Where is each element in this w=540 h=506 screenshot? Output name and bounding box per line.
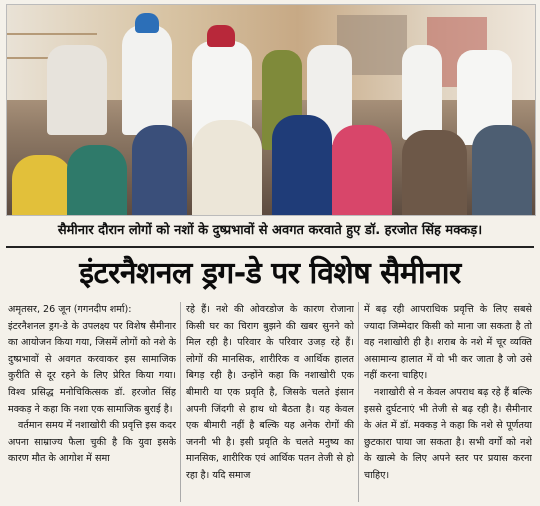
photo-audience-member bbox=[12, 155, 72, 215]
seminar-photo bbox=[6, 4, 536, 216]
photo-caption: सैमीनार दौरान लोगों को नशों के दुष्प्रभावों से अवगत करवाते हुए डॉ. हरजोत सिंह मक्कड़। bbox=[57, 223, 483, 238]
article-column-3 bbox=[364, 302, 532, 502]
divider bbox=[6, 246, 534, 248]
photo-audience-member bbox=[192, 120, 262, 215]
photo-turban bbox=[135, 13, 159, 33]
article-column-2 bbox=[186, 302, 354, 502]
photo-audience-member bbox=[472, 125, 532, 215]
column-divider bbox=[358, 302, 359, 502]
photo-audience-member bbox=[332, 125, 392, 215]
photo-audience-member bbox=[132, 125, 187, 215]
dateline: अमृतसर, 26 जून (गगनदीप शर्मा): bbox=[8, 304, 132, 315]
photo-shelf bbox=[7, 33, 97, 35]
photo-turban bbox=[207, 25, 235, 47]
article-paragraph: वर्तमान समय में नशाखोरी की प्रवृत्ति इस कदर अपना साम्राज्य फैला चुकी है कि युवा इसके कारण मौत के आगोश में समा bbox=[8, 420, 176, 465]
article-paragraph: नशाखोरी से न केवल अपराध बढ़ रहे हैं बल्कि इससे दुर्घटनाएं भी तेजी से बढ़ रही है। सैमीनार के अंत में डॉ. मक्कड़ ने कहा कि नशे से पूर्णतया छुटकारा पाया जा सकता है। सभी वर्गों को नशे के खात्मे के लिए अपने स्तर पर प्रयास करना चाहिए। bbox=[364, 386, 532, 481]
article-paragraph: में बढ़ रही आपराधिक प्रवृत्ति के लिए सबसे ज्यादा जिम्मेदार किसी को माना जा सकता है तो वह नशाखोरी ही है। शराब के नशे में चूर व्यक्ति असामान्य हालात में वो भी कर जाता है जो उसे नहीं करना चाहिए। bbox=[364, 304, 532, 382]
article-paragraph: रहे हैं। नशे की ओवरडोज के कारण रोजाना किसी घर का चिराग बुझने की खबर सुनने को मिल रही है। परिवार के परिवार उजड़ रहे हैं। लोगों की मानसिक, शारीरिक व आर्थिक हालत बिगड़ रही है। उन्होंने कहा कि नशाखोरी एक बीमारी या एक प्रवृति है, जिसके चलते इंसान अपनी जिंदगी से हाथ धो बैठता है। यह केवल एक बीमारी नहीं है बल्कि यह अनेक रोगों की जननी भी है। इसी प्रवृति के चलते मनुष्य का मानसिक, शारीरिक एवं आर्थिक पतन तेजी से हो रहा है। यदि समाज bbox=[186, 304, 354, 481]
photo-audience-member bbox=[67, 145, 127, 215]
photo-audience-member bbox=[402, 130, 467, 215]
photo-person-standing bbox=[122, 25, 172, 135]
article-paragraph: इंटरनैशनल ड्रग-डे के उपलक्ष्य पर विशेष सैमीनार का आयोजन किया गया, जिसमें लोगों को नशे के दुष्प्रभावों से अवगत करवाकर इस सामाजिक कुरीति से दूर रहने के लिए प्रेरित किया गया। विश्व प्रसिद्ध मनोचिकित्सक डॉ. हरजोत सिंह मक्कड़ ने कहा कि नशा एक सामाजिक बुराई है। bbox=[8, 320, 176, 415]
article-column-1 bbox=[8, 302, 176, 502]
photo-audience-member bbox=[272, 115, 332, 215]
photo-person-standing bbox=[402, 45, 442, 140]
headline: इंटरनैशनल ड्रग-डे पर विशेष सैमीनार bbox=[79, 256, 461, 291]
photo-person-standing bbox=[47, 45, 107, 135]
column-divider bbox=[180, 302, 181, 502]
